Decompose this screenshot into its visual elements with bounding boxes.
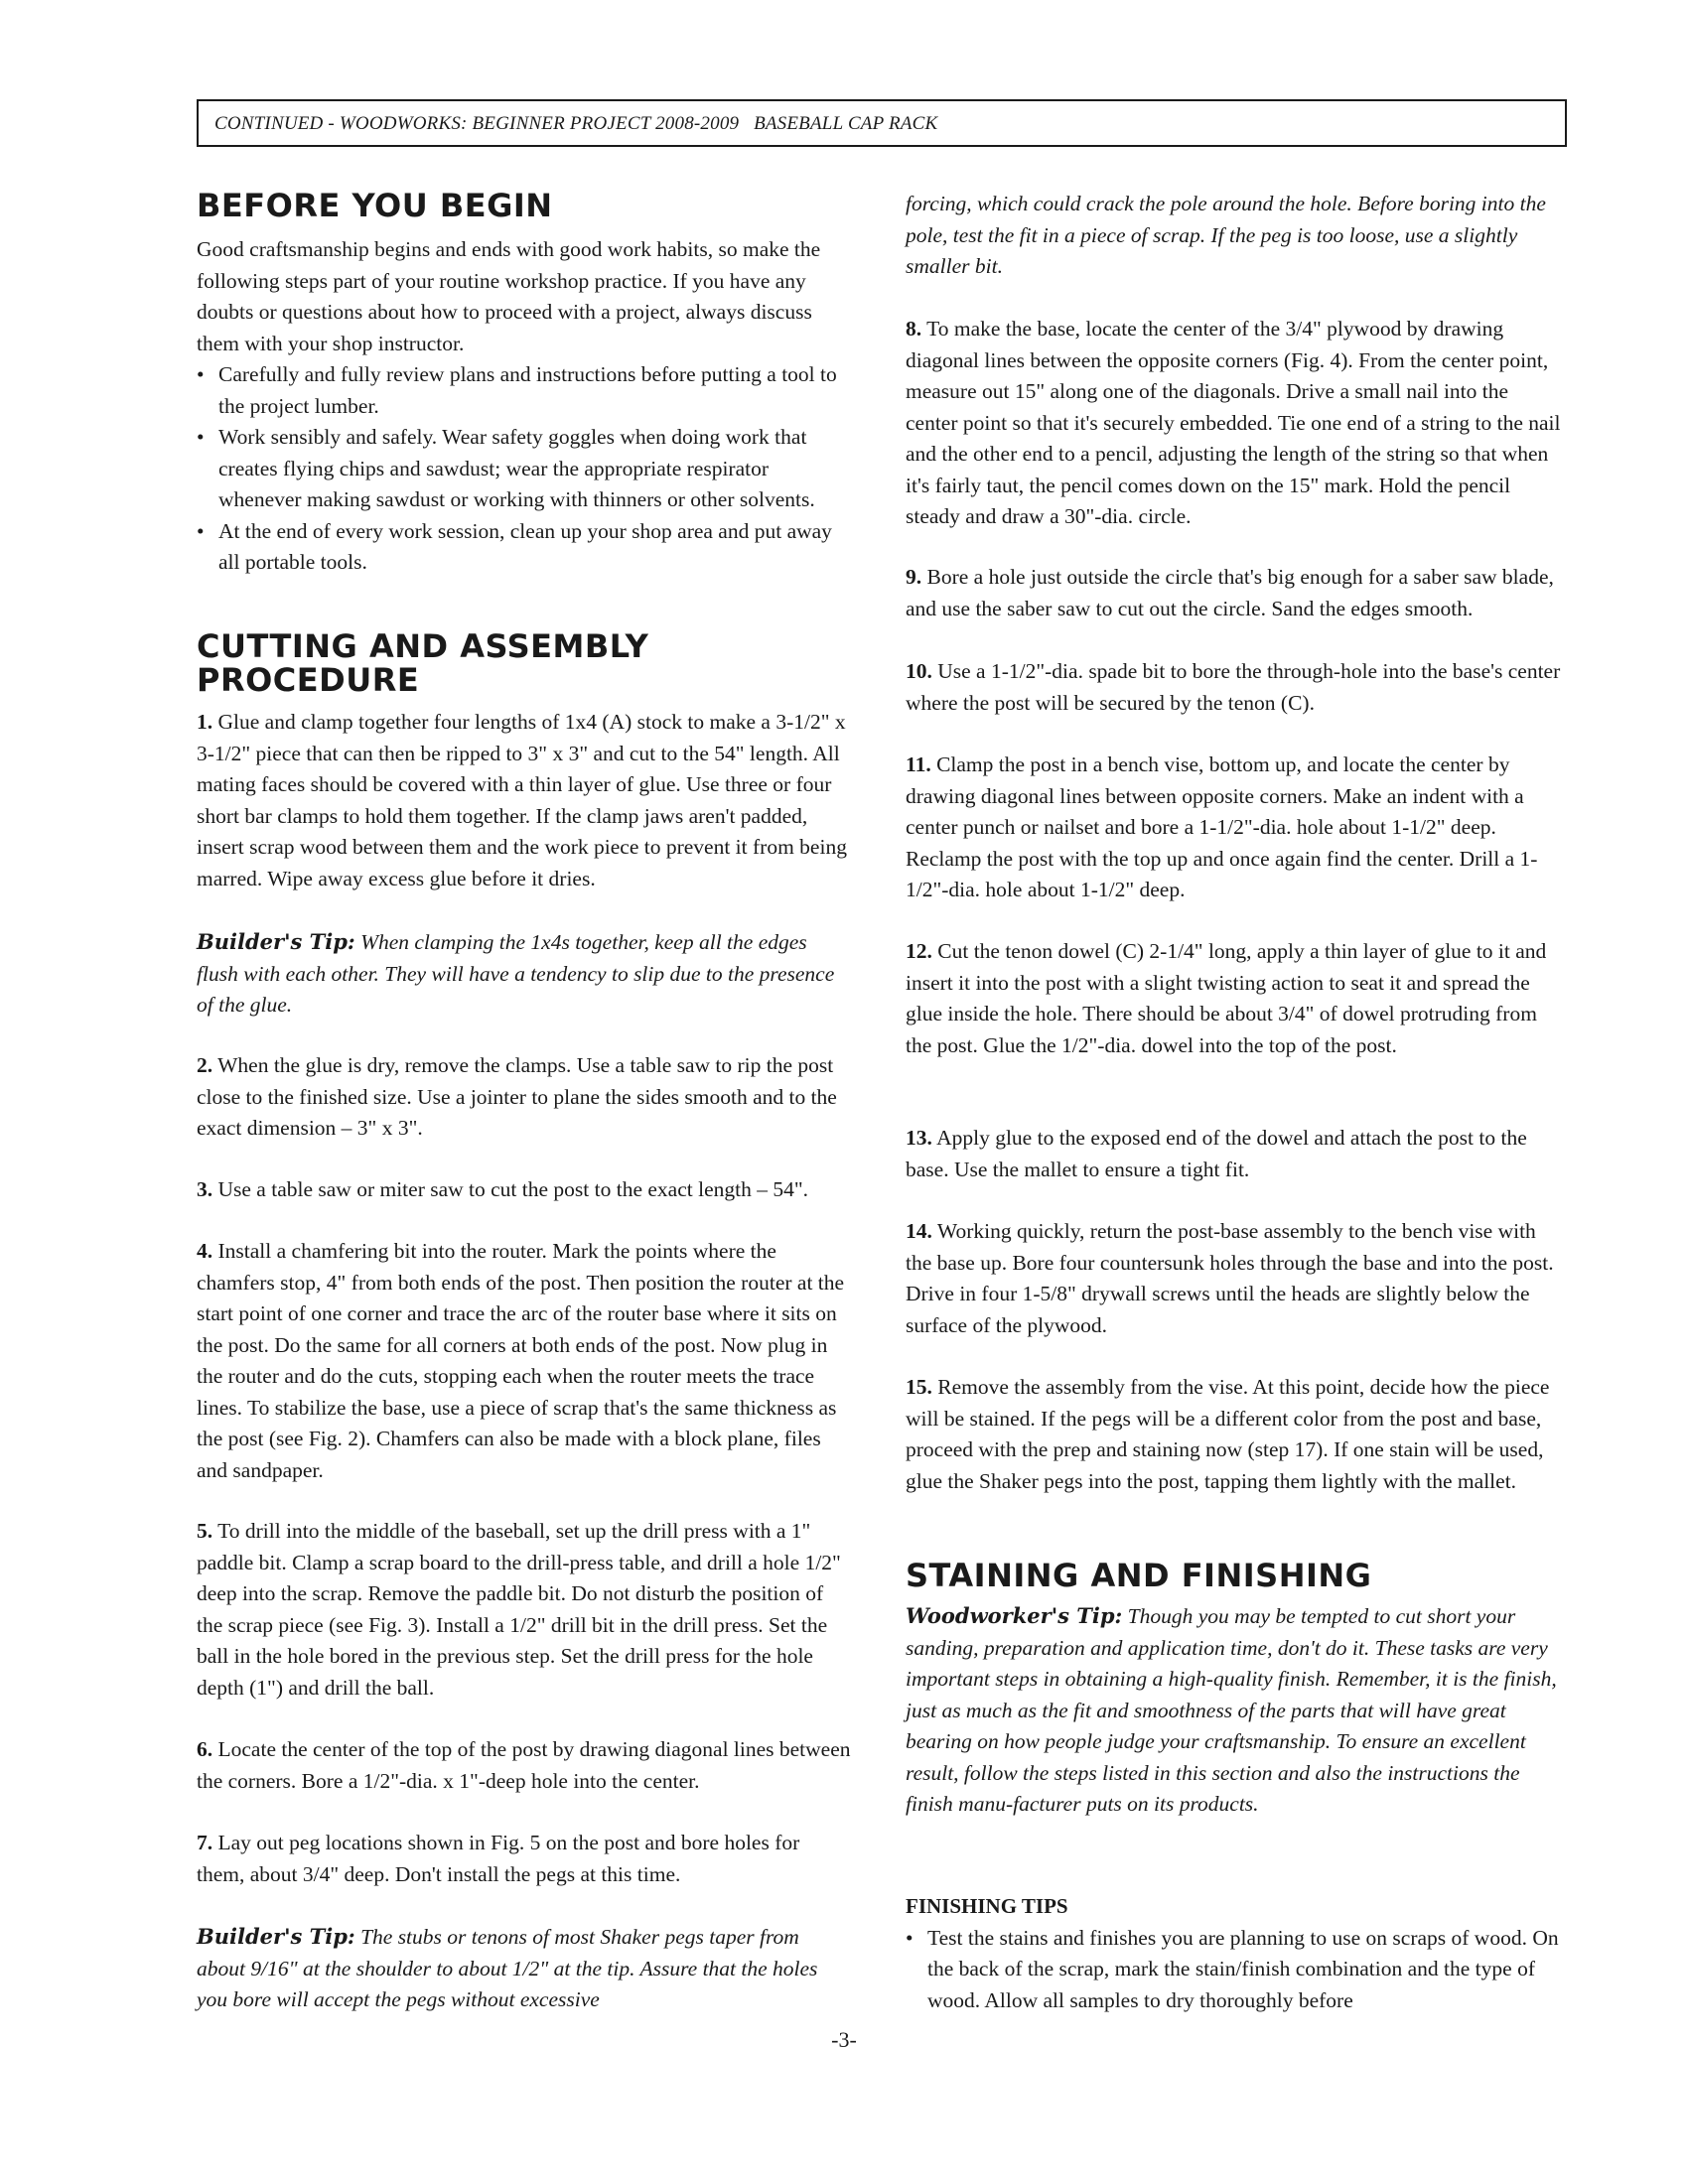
step-8 (906, 314, 1561, 533)
tip-text: When clamping the 1x4s together, keep all the edges flush with each other. They will have a tendency to slip due to the presence of the glue. (197, 930, 835, 1017)
step-14 (906, 1216, 1561, 1341)
tip-paragraph (197, 1921, 852, 2016)
step-7-paragraph (197, 1828, 852, 1890)
staining-heading-block (906, 1559, 1561, 1592)
bullet-item (197, 422, 852, 516)
cutting-heading-block (197, 629, 852, 697)
step-number: 2. (197, 1053, 213, 1077)
cutting-assembly-heading-line2: PROCEDURE (197, 661, 420, 699)
step-10 (906, 656, 1561, 719)
bullet-item (906, 1923, 1561, 2017)
step-text: Remove the assembly from the vise. At this point, decide how the piece will be stained. If the pegs will be a different color from the post and base, proceed with the prep and staining now (step 17). If one stain will be used, glue the Shaker pegs into the post, tapping them lightly with the mallet. (906, 1375, 1550, 1493)
tip-text: Though you may be tempted to cut short your sanding, preparation and application time, don't do it. These tasks are very important steps in obtaining a high-quality finish. Remember, it is the finish, just as much as the fit and smoothness of the parts that will have great bearing on how people judge your craftsmanship. To ensure an excellent result, follow the steps listed in this section and also the instructions the finish manu-facturer puts on its products. (906, 1604, 1557, 1816)
step-2-paragraph (197, 1050, 852, 1145)
bullet-item (197, 359, 852, 422)
step-number: 3. (197, 1177, 213, 1201)
step-13-paragraph (906, 1123, 1561, 1185)
builders-tip-2-continued (906, 189, 1561, 283)
step-11-paragraph (906, 750, 1561, 906)
step-3-paragraph (197, 1174, 852, 1206)
step-number: 9. (906, 565, 922, 589)
tip-paragraph (906, 1600, 1561, 1821)
step-number: 14. (906, 1219, 932, 1243)
bullet-dot: • (197, 425, 205, 449)
step-15 (906, 1372, 1561, 1497)
step-4-paragraph (197, 1236, 852, 1486)
step-text: Apply glue to the exposed end of the dowel and attach the post to the base. Use the mallet to ensure a tight fit. (906, 1126, 1527, 1181)
bullet-text: At the end of every work session, clean up your shop area and put away all portable tools. (218, 518, 832, 574)
step-3 (197, 1174, 852, 1206)
bullet-text: Work sensibly and safely. Wear safety goggles when doing work that creates flying chips and sawdust; wear the appropriate respirator whenever making sawdust or working with thinners or other solvents. (218, 425, 815, 511)
step-12 (906, 936, 1561, 1061)
bullet-text: Carefully and fully review plans and instructions before putting a tool to the project lumber. (218, 362, 837, 418)
bullet-dot: • (906, 1925, 914, 1950)
step-1 (197, 707, 852, 894)
step-text: Clamp the post in a bench vise, bottom up, and locate the center by drawing diagonal lines between opposite corners. Make an indent with a center punch or nailset and bore a 1-1/2"-dia. hole about 1-1/2" deep. Reclamp the post with the top up and once again find the center. Drill a 1-1/2"-dia. hole about 1-1/2" deep. (906, 752, 1538, 901)
step-number: 4. (197, 1239, 213, 1263)
step-14-paragraph (906, 1216, 1561, 1341)
step-1-paragraph (197, 707, 852, 894)
bullet-text: Test the stains and finishes you are planning to use on scraps of wood. On the back of the scrap, mark the stain/finish combination and the type of wood. Allow all samples to dry thoroughly before (927, 1925, 1559, 2012)
bullet-dot: • (197, 362, 205, 386)
step-number: 5. (197, 1519, 213, 1543)
before-you-begin-heading: BEFORE YOU BEGIN (197, 187, 553, 224)
step-number: 11. (906, 752, 931, 776)
step-13 (906, 1123, 1561, 1185)
bullet-dot: • (197, 518, 205, 543)
tip-label: Woodworker's Tip: (906, 1603, 1123, 1628)
step-9-paragraph (906, 562, 1561, 624)
step-text: To drill into the middle of the baseball, set up the drill press with a 1" paddle bit. Clamp a scrap board to the drill-press table, and drill a hole 1/2" deep into the scrap. Remove the paddle bit. Do not disturb the position of the scrap piece (see Fig. 3). Install a 1/2" drill bit in the drill press. Set the ball in the hole bored in the previous step. Set the drill press for the hole depth (1") and drill the ball. (197, 1519, 841, 1700)
step-10-paragraph (906, 656, 1561, 719)
step-9 (906, 562, 1561, 624)
step-text: When the glue is dry, remove the clamps. Use a table saw to rip the post close to the finished size. Use a jointer to plane the sides smooth and to the exact dimension – 3" x 3". (197, 1053, 837, 1140)
running-header-text: CONTINUED - WOODWORKS: BEGINNER PROJECT 2008-2009 BASEBALL CAP RACK (214, 113, 938, 134)
step-text: To make the base, locate the center of the 3/4" plywood by drawing diagonal lines between the opposite corners (Fig. 4). From the center point, measure out 15" along one of the diagonals. Drive a small nail into the center point so that it's securely embedded. Tie one end of a string to the nail and the other end to a pencil, adjusting the length of the string so that when it's fairly taut, the pencil comes down on the 15" mark. Hold the pencil steady and draw a 30"-dia. circle. (906, 317, 1561, 528)
tip-paragraph (197, 926, 852, 1022)
step-text: Working quickly, return the post-base assembly to the bench vise with the base up. Bore four countersunk holes through the base and into the post. Drive in four 1-5/8" drywall screws until the heads are slightly below the surface of the plywood. (906, 1219, 1554, 1337)
step-4 (197, 1236, 852, 1486)
step-number: 13. (906, 1126, 932, 1150)
step-number: 7. (197, 1831, 213, 1854)
staining-finishing-heading: STAINING AND FINISHING (906, 1557, 1372, 1594)
step-5-paragraph (197, 1516, 852, 1704)
step-text: Use a table saw or miter saw to cut the post to the exact length – 54". (217, 1177, 808, 1201)
step-text: Locate the center of the top of the post by drawing diagonal lines between the corners. Bore a 1/2"-dia. x 1"-deep hole into the center. (197, 1737, 851, 1793)
before-intro-block (197, 234, 852, 579)
builders-tip-1 (197, 926, 852, 1022)
step-number: 8. (906, 317, 922, 341)
page-number: -3- (831, 2027, 857, 2052)
step-number: 1. (197, 710, 213, 734)
step-12-paragraph (906, 936, 1561, 1061)
woodworkers-tip (906, 1600, 1561, 1821)
step-15-paragraph (906, 1372, 1561, 1497)
step-text: Bore a hole just outside the circle that's big enough for a saber saw blade, and use the saber saw to cut out the circle. Sand the edges smooth. (906, 565, 1554, 620)
tip-continuation: forcing, which could crack the pole around the hole. Before boring into the pole, test the fit in a piece of scrap. If the peg is too loose, use a slightly smaller bit. (906, 192, 1546, 278)
finishing-tips-heading: FINISHING TIPS (906, 1894, 1068, 1918)
before-you-begin-section (197, 189, 852, 222)
step-text: Use a 1-1/2"-dia. spade bit to bore the through-hole into the base's center where the post will be secured by the tenon (C). (906, 659, 1561, 715)
step-text: Install a chamfering bit into the router. Mark the points where the chamfers stop, 4" from both ends of the post. Then position the router at the start point of one corner and trace the arc of the router base where it sits on the post. Do the same for all corners at both ends of the post. Now plug in the router and do the cuts, stopping each when the router meets the trace lines. To stabilize the base, use a piece of scrap that's the same thickness as the post (see Fig. 2). Chamfers can also be made with a block plane, files and sandpaper. (197, 1239, 845, 1482)
builders-tip-2 (197, 1921, 852, 2016)
step-7 (197, 1828, 852, 1890)
cutting-assembly-heading-line1: CUTTING AND ASSEMBLY (197, 627, 649, 665)
step-6 (197, 1734, 852, 1797)
step-2 (197, 1050, 852, 1145)
step-number: 10. (906, 659, 932, 683)
step-text: Cut the tenon dowel (C) 2-1/4" long, apply a thin layer of glue to it and insert it into the post with a slight twisting action to seat it and spread the glue inside the hole. There should be about 3/4" of dowel protruding from the post. Glue the 1/2"-dia. dowel into the top of the post. (906, 939, 1547, 1057)
step-text: Lay out peg locations shown in Fig. 5 on the post and bore holes for them, about 3/4" deep. Don't install the pegs at this time. (197, 1831, 800, 1886)
step-11 (906, 750, 1561, 906)
step-number: 12. (906, 939, 932, 963)
finishing-tips-block (906, 1891, 1561, 2016)
step-8-paragraph (906, 314, 1561, 533)
step-5 (197, 1516, 852, 1704)
step-text: Glue and clamp together four lengths of 1x4 (A) stock to make a 3-1/2" x 3-1/2" piece that can then be ripped to 3" x 3" and cut to the 54" length. All mating faces should be covered with a thin layer of glue. Use three or four short bar clamps to hold them together. If the clamp jaws aren't padded, insert scrap wood between them and the work piece to prevent it from being marred. Wipe away excess glue before it dries. (197, 710, 847, 890)
tip-label: Builder's Tip: (197, 929, 355, 954)
before-intro-paragraph: Good craftsmanship begins and ends with good work habits, so make the following steps part of your routine workshop practice. If you have any doubts or questions about how to proceed with a project, always discuss them with your shop instructor. (197, 237, 821, 355)
tip-label: Builder's Tip: (197, 1924, 355, 1949)
step-number: 6. (197, 1737, 213, 1761)
step-number: 15. (906, 1375, 932, 1399)
running-header (197, 99, 1567, 147)
bullet-item (197, 516, 852, 579)
step-6-paragraph (197, 1734, 852, 1797)
tip-text: The stubs or tenons of most Shaker pegs taper from about 9/16" at the shoulder to about 1/2" at the tip. Assure that the holes you bore will accept the pegs without excessive (197, 1925, 818, 2011)
